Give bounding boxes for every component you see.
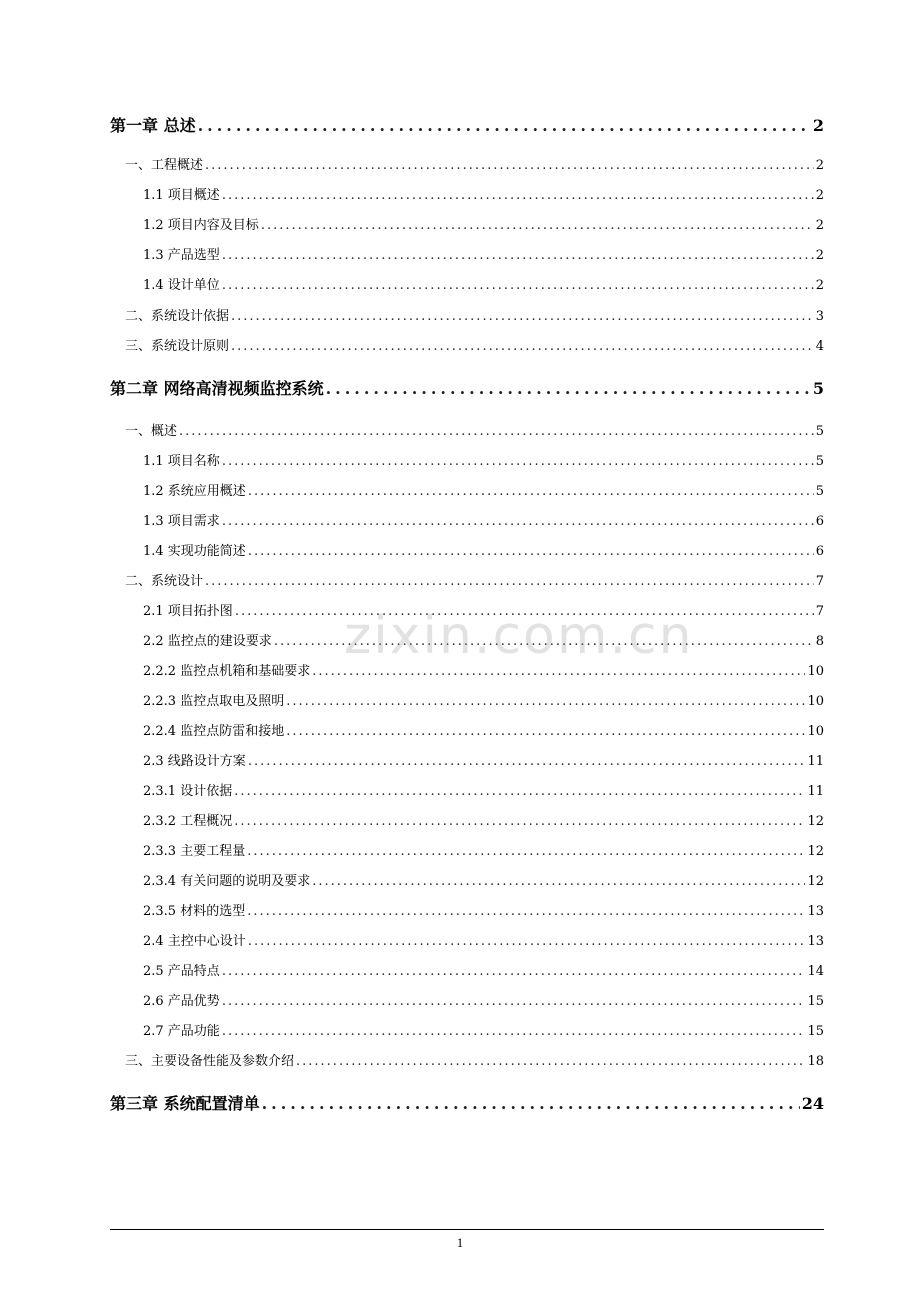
toc-entry-page: 4 xyxy=(815,339,824,354)
toc-entry-title: 2.3.2 工程概况 xyxy=(143,814,233,829)
toc-entry-sub[interactable] xyxy=(143,1023,824,1041)
toc-leader-dots xyxy=(179,423,814,441)
toc-leader-dots xyxy=(222,277,814,295)
toc-entry-page: 12 xyxy=(807,874,824,889)
toc-entry-sub[interactable] xyxy=(143,873,824,891)
toc-entry-section[interactable] xyxy=(125,423,824,441)
toc-leader-dots xyxy=(222,993,806,1011)
toc-entry-title: 1.1 项目概述 xyxy=(143,188,220,203)
toc-entry-page: 11 xyxy=(807,754,824,769)
toc-entry-page: 8 xyxy=(815,634,824,649)
toc-entry-section[interactable] xyxy=(125,573,824,591)
toc-leader-dots xyxy=(248,933,806,951)
toc-entry-title: 2.3.1 设计依据 xyxy=(143,784,233,799)
toc-entry-title: 第三章 系统配置清单 xyxy=(110,1094,260,1113)
toc-entry-title: 二、系统设计 xyxy=(125,574,204,589)
toc-leader-dots xyxy=(296,1053,805,1071)
toc-entry-page: 2 xyxy=(815,188,824,203)
toc-entry-sub[interactable] xyxy=(143,513,824,531)
toc-entry-sub[interactable] xyxy=(143,543,824,561)
toc-entry-title: 1.2 系统应用概述 xyxy=(143,484,246,499)
toc-leader-dots xyxy=(222,247,814,265)
toc-entry-sub[interactable] xyxy=(143,843,824,861)
toc-entry-section[interactable] xyxy=(125,338,824,356)
toc-entry-section[interactable] xyxy=(125,157,824,175)
toc-entry-title: 2.2.3 监控点取电及照明 xyxy=(143,694,285,709)
toc-leader-dots xyxy=(222,963,806,981)
toc-entry-page: 10 xyxy=(807,724,824,739)
toc-entry-sub[interactable] xyxy=(143,217,824,235)
toc-entry-sub[interactable] xyxy=(143,753,824,771)
toc-leader-dots xyxy=(198,115,811,137)
toc-entry-page: 2 xyxy=(815,158,824,173)
toc-entry-title: 2.3.4 有关问题的说明及要求 xyxy=(143,874,311,889)
toc-leader-dots xyxy=(222,453,814,471)
toc-entry-title: 一、工程概述 xyxy=(125,158,204,173)
toc-entry-title: 1.3 产品选型 xyxy=(143,248,220,263)
toc-leader-dots xyxy=(248,543,814,561)
toc-entry-title: 1.1 项目名称 xyxy=(143,454,220,469)
toc-entry-page: 3 xyxy=(815,309,824,324)
toc-entry-page: 13 xyxy=(807,934,824,949)
toc-entry-title: 第二章 网络高清视频监控系统 xyxy=(110,379,324,398)
toc-entry-sub[interactable] xyxy=(143,277,824,295)
toc-entry-title: 二、系统设计依据 xyxy=(125,309,230,324)
toc-entry-title: 1.4 设计单位 xyxy=(143,278,220,293)
toc-leader-dots xyxy=(205,573,814,591)
toc-entry-sub[interactable] xyxy=(143,693,824,711)
toc-entry-title: 2.3.5 材料的选型 xyxy=(143,904,246,919)
toc-leader-dots xyxy=(247,903,805,921)
toc-entry-title: 三、系统设计原则 xyxy=(125,339,230,354)
toc-leader-dots xyxy=(234,813,805,831)
toc-entry-page: 24 xyxy=(801,1094,824,1113)
toc-entry-page: 2 xyxy=(815,278,824,293)
toc-entry-title: 2.2.4 监控点防雷和接地 xyxy=(143,724,285,739)
toc-entry-page: 13 xyxy=(807,904,824,919)
footer-divider xyxy=(110,1229,824,1230)
toc-entry-page: 2 xyxy=(812,116,824,135)
toc-entry-page: 12 xyxy=(807,814,824,829)
toc-entry-title: 1.2 项目内容及目标 xyxy=(143,218,259,233)
toc-entry-page: 11 xyxy=(807,784,824,799)
toc-leader-dots xyxy=(248,483,814,501)
toc-entry-title: 2.2 监控点的建设要求 xyxy=(143,634,272,649)
toc-leader-dots xyxy=(247,843,805,861)
toc-entry-page: 6 xyxy=(815,514,824,529)
toc-entry-title: 2.1 项目拓扑图 xyxy=(143,604,233,619)
toc-entry-section[interactable] xyxy=(125,1053,824,1071)
toc-entry-title: 2.5 产品特点 xyxy=(143,964,220,979)
toc-entry-page: 10 xyxy=(807,664,824,679)
watermark: zixin.com.cn xyxy=(344,606,694,666)
toc-leader-dots xyxy=(312,873,805,891)
toc-entry-page: 7 xyxy=(815,574,824,589)
toc-entry-page: 10 xyxy=(807,694,824,709)
toc-leader-dots xyxy=(262,1093,800,1115)
toc-entry-page: 7 xyxy=(815,604,824,619)
toc-entry-page: 5 xyxy=(815,484,824,499)
toc-entry-sub[interactable] xyxy=(143,813,824,831)
toc-entry-sub[interactable] xyxy=(143,453,824,471)
toc-leader-dots xyxy=(234,783,805,801)
toc-entry-page: 5 xyxy=(815,424,824,439)
toc-leader-dots xyxy=(222,513,814,531)
toc-leader-dots xyxy=(222,1023,806,1041)
toc-leader-dots xyxy=(205,157,814,175)
toc-entry-title: 2.6 产品优势 xyxy=(143,994,220,1009)
toc-entry-sub[interactable] xyxy=(143,247,824,265)
toc-entry-sub[interactable] xyxy=(143,933,824,951)
toc-leader-dots xyxy=(231,338,814,356)
toc-entry-sub[interactable] xyxy=(143,723,824,741)
toc-leader-dots xyxy=(248,753,806,771)
toc-entry-sub[interactable] xyxy=(143,903,824,921)
toc-entry-section[interactable] xyxy=(125,308,824,326)
toc-entry-page: 15 xyxy=(807,994,824,1009)
toc-entry-page: 2 xyxy=(815,218,824,233)
toc-leader-dots xyxy=(231,308,814,326)
toc-entry-title: 第一章 总述 xyxy=(110,116,196,135)
toc-entry-page: 5 xyxy=(812,379,824,398)
toc-entry-title: 2.3 线路设计方案 xyxy=(143,754,246,769)
toc-entry-page: 12 xyxy=(807,844,824,859)
toc-leader-dots xyxy=(286,693,805,711)
toc-entry-title: 2.3.3 主要工程量 xyxy=(143,844,246,859)
toc-entry-sub[interactable] xyxy=(143,993,824,1011)
toc-entry-page: 2 xyxy=(815,248,824,263)
toc-entry-title: 一、概述 xyxy=(125,424,178,439)
toc-entry-page: 18 xyxy=(807,1054,824,1069)
toc-entry-page: 14 xyxy=(807,964,824,979)
toc-leader-dots xyxy=(222,187,814,205)
toc-entry-title: 2.7 产品功能 xyxy=(143,1024,220,1039)
toc-entry-title: 1.3 项目需求 xyxy=(143,514,220,529)
toc-entry-sub[interactable] xyxy=(143,963,824,981)
toc-entry-chapter[interactable] xyxy=(110,115,824,137)
toc-entry-title: 2.4 主控中心设计 xyxy=(143,934,246,949)
toc-leader-dots xyxy=(326,378,811,400)
toc-entry-page: 15 xyxy=(807,1024,824,1039)
toc-entry-title: 三、主要设备性能及参数介绍 xyxy=(125,1054,295,1069)
page-number: 1 xyxy=(456,1235,464,1250)
toc-entry-sub[interactable] xyxy=(143,783,824,801)
toc-entry-page: 5 xyxy=(815,454,824,469)
toc-entry-sub[interactable] xyxy=(143,483,824,501)
toc-entry-page: 6 xyxy=(815,544,824,559)
toc-entry-chapter[interactable] xyxy=(110,378,824,400)
toc-leader-dots xyxy=(286,723,805,741)
toc-entry-chapter[interactable] xyxy=(110,1093,824,1115)
toc-entry-title: 2.2.2 监控点机箱和基础要求 xyxy=(143,664,311,679)
toc-leader-dots xyxy=(261,217,814,235)
toc-entry-sub[interactable] xyxy=(143,187,824,205)
toc-entry-title: 1.4 实现功能简述 xyxy=(143,544,246,559)
